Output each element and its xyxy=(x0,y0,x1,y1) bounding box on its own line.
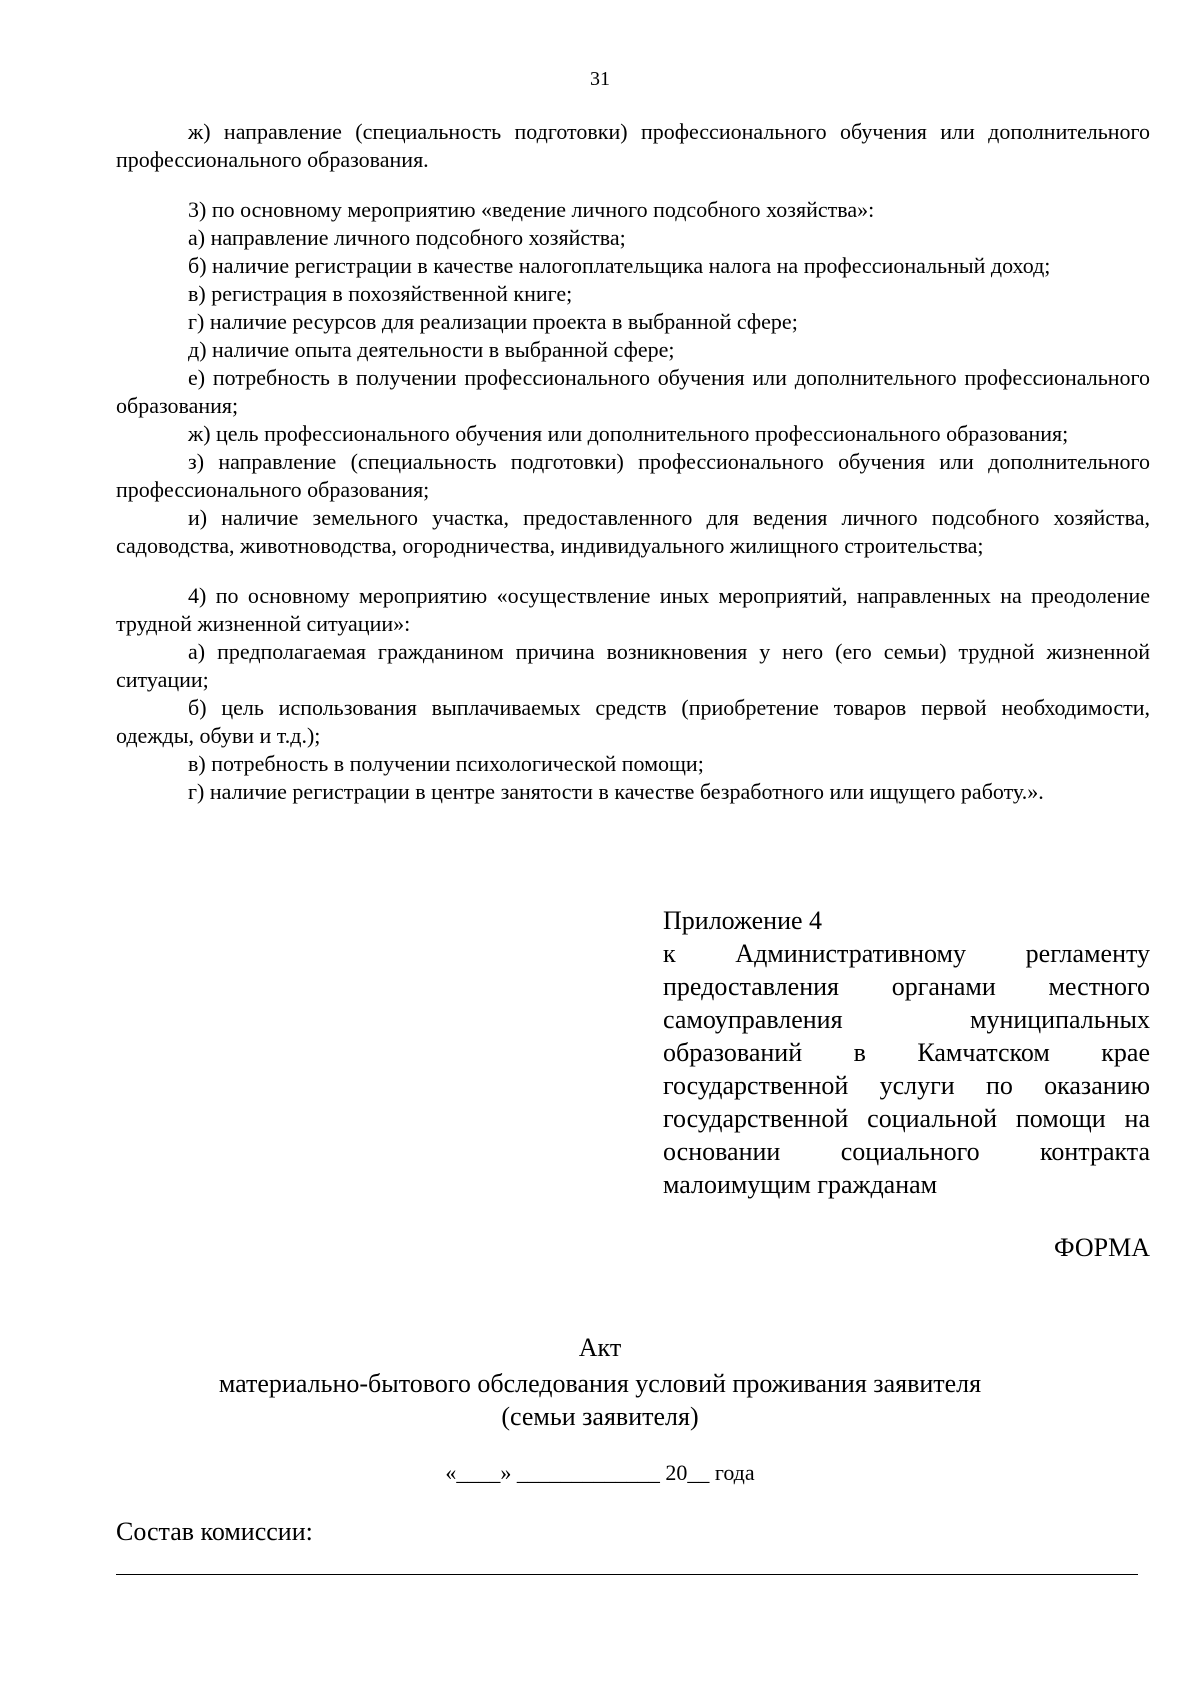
paragraph-gap xyxy=(116,174,1150,196)
document-body xyxy=(116,118,1150,806)
paragraph-4v: в) потребность в получении психологической помощи; xyxy=(188,751,704,776)
paragraph-4g: г) наличие регистрации в центре занятости в качестве безработного или ищущего работу.». xyxy=(188,779,1044,804)
commission-label: Состав комиссии: xyxy=(116,1517,313,1546)
appendix-body: к Административному регламенту предоставления органами местного самоуправления муниципальных образований в Камчатском крае государственной услуги по оказанию государственной социальной помощи на основании социального контракта малоимущим гражданам xyxy=(663,939,1150,1199)
act-subtitle-line1: материально-бытового обследования условий проживания заявителя xyxy=(218,1369,982,1398)
appendix-block xyxy=(663,904,1150,1201)
paragraph-gap xyxy=(116,560,1150,582)
paragraph-3e: е) потребность в получении профессионального обучения или дополнительного профессионального образования; xyxy=(116,365,1150,418)
paragraph-3zh: ж) цель профессионального обучения или дополнительного профессионального образования; xyxy=(188,421,1069,446)
paragraph-3i: и) наличие земельного участка, предоставленного для ведения личного подсобного хозяйства, садоводства, животноводства, огородничества, индивидуального жилищного строительства; xyxy=(116,505,1150,558)
form-label: ФОРМА xyxy=(1054,1233,1150,1262)
date-line: «____» _____________ 20__ года xyxy=(445,1460,755,1485)
paragraph-4b: б) цель использования выплачиваемых средств (приобретение товаров первой необходимости, одежды, обуви и т.д.); xyxy=(116,695,1150,748)
act-subtitle-line2: (семьи заявителя) xyxy=(501,1402,699,1431)
act-title: Акт xyxy=(578,1333,622,1362)
paragraph-item-3-heading: 3) по основному мероприятию «ведение личного подсобного хозяйства»: xyxy=(188,197,875,222)
paragraph-3v: в) регистрация в похозяйственной книге; xyxy=(188,281,573,306)
paragraph-3d: д) наличие опыта деятельности в выбранной сфере; xyxy=(188,337,675,362)
paragraph-4a: а) предполагаемая гражданином причина возникновения у него (его семьи) трудной жизненной ситуации; xyxy=(116,639,1150,692)
page-number: 31 xyxy=(590,68,610,90)
paragraph-3b: б) наличие регистрации в качестве налогоплательщика налога на профессиональный доход; xyxy=(188,253,1051,278)
commission-underline xyxy=(116,1574,1138,1575)
paragraph-3z: з) направление (специальность подготовки) профессионального обучения или дополнительного профессионального образования; xyxy=(116,449,1150,502)
paragraph-zh-direction: ж) направление (специальность подготовки) профессионального обучения или дополнительного профессионального образования. xyxy=(116,119,1150,172)
appendix-title: Приложение 4 xyxy=(663,906,823,935)
paragraph-3a: а) направление личного подсобного хозяйства; xyxy=(188,225,626,250)
paragraph-item-4-heading: 4) по основному мероприятию «осуществление иных мероприятий, направленных на преодоление трудной жизненной ситуации»: xyxy=(116,583,1150,636)
paragraph-3g: г) наличие ресурсов для реализации проекта в выбранной сфере; xyxy=(188,309,798,334)
